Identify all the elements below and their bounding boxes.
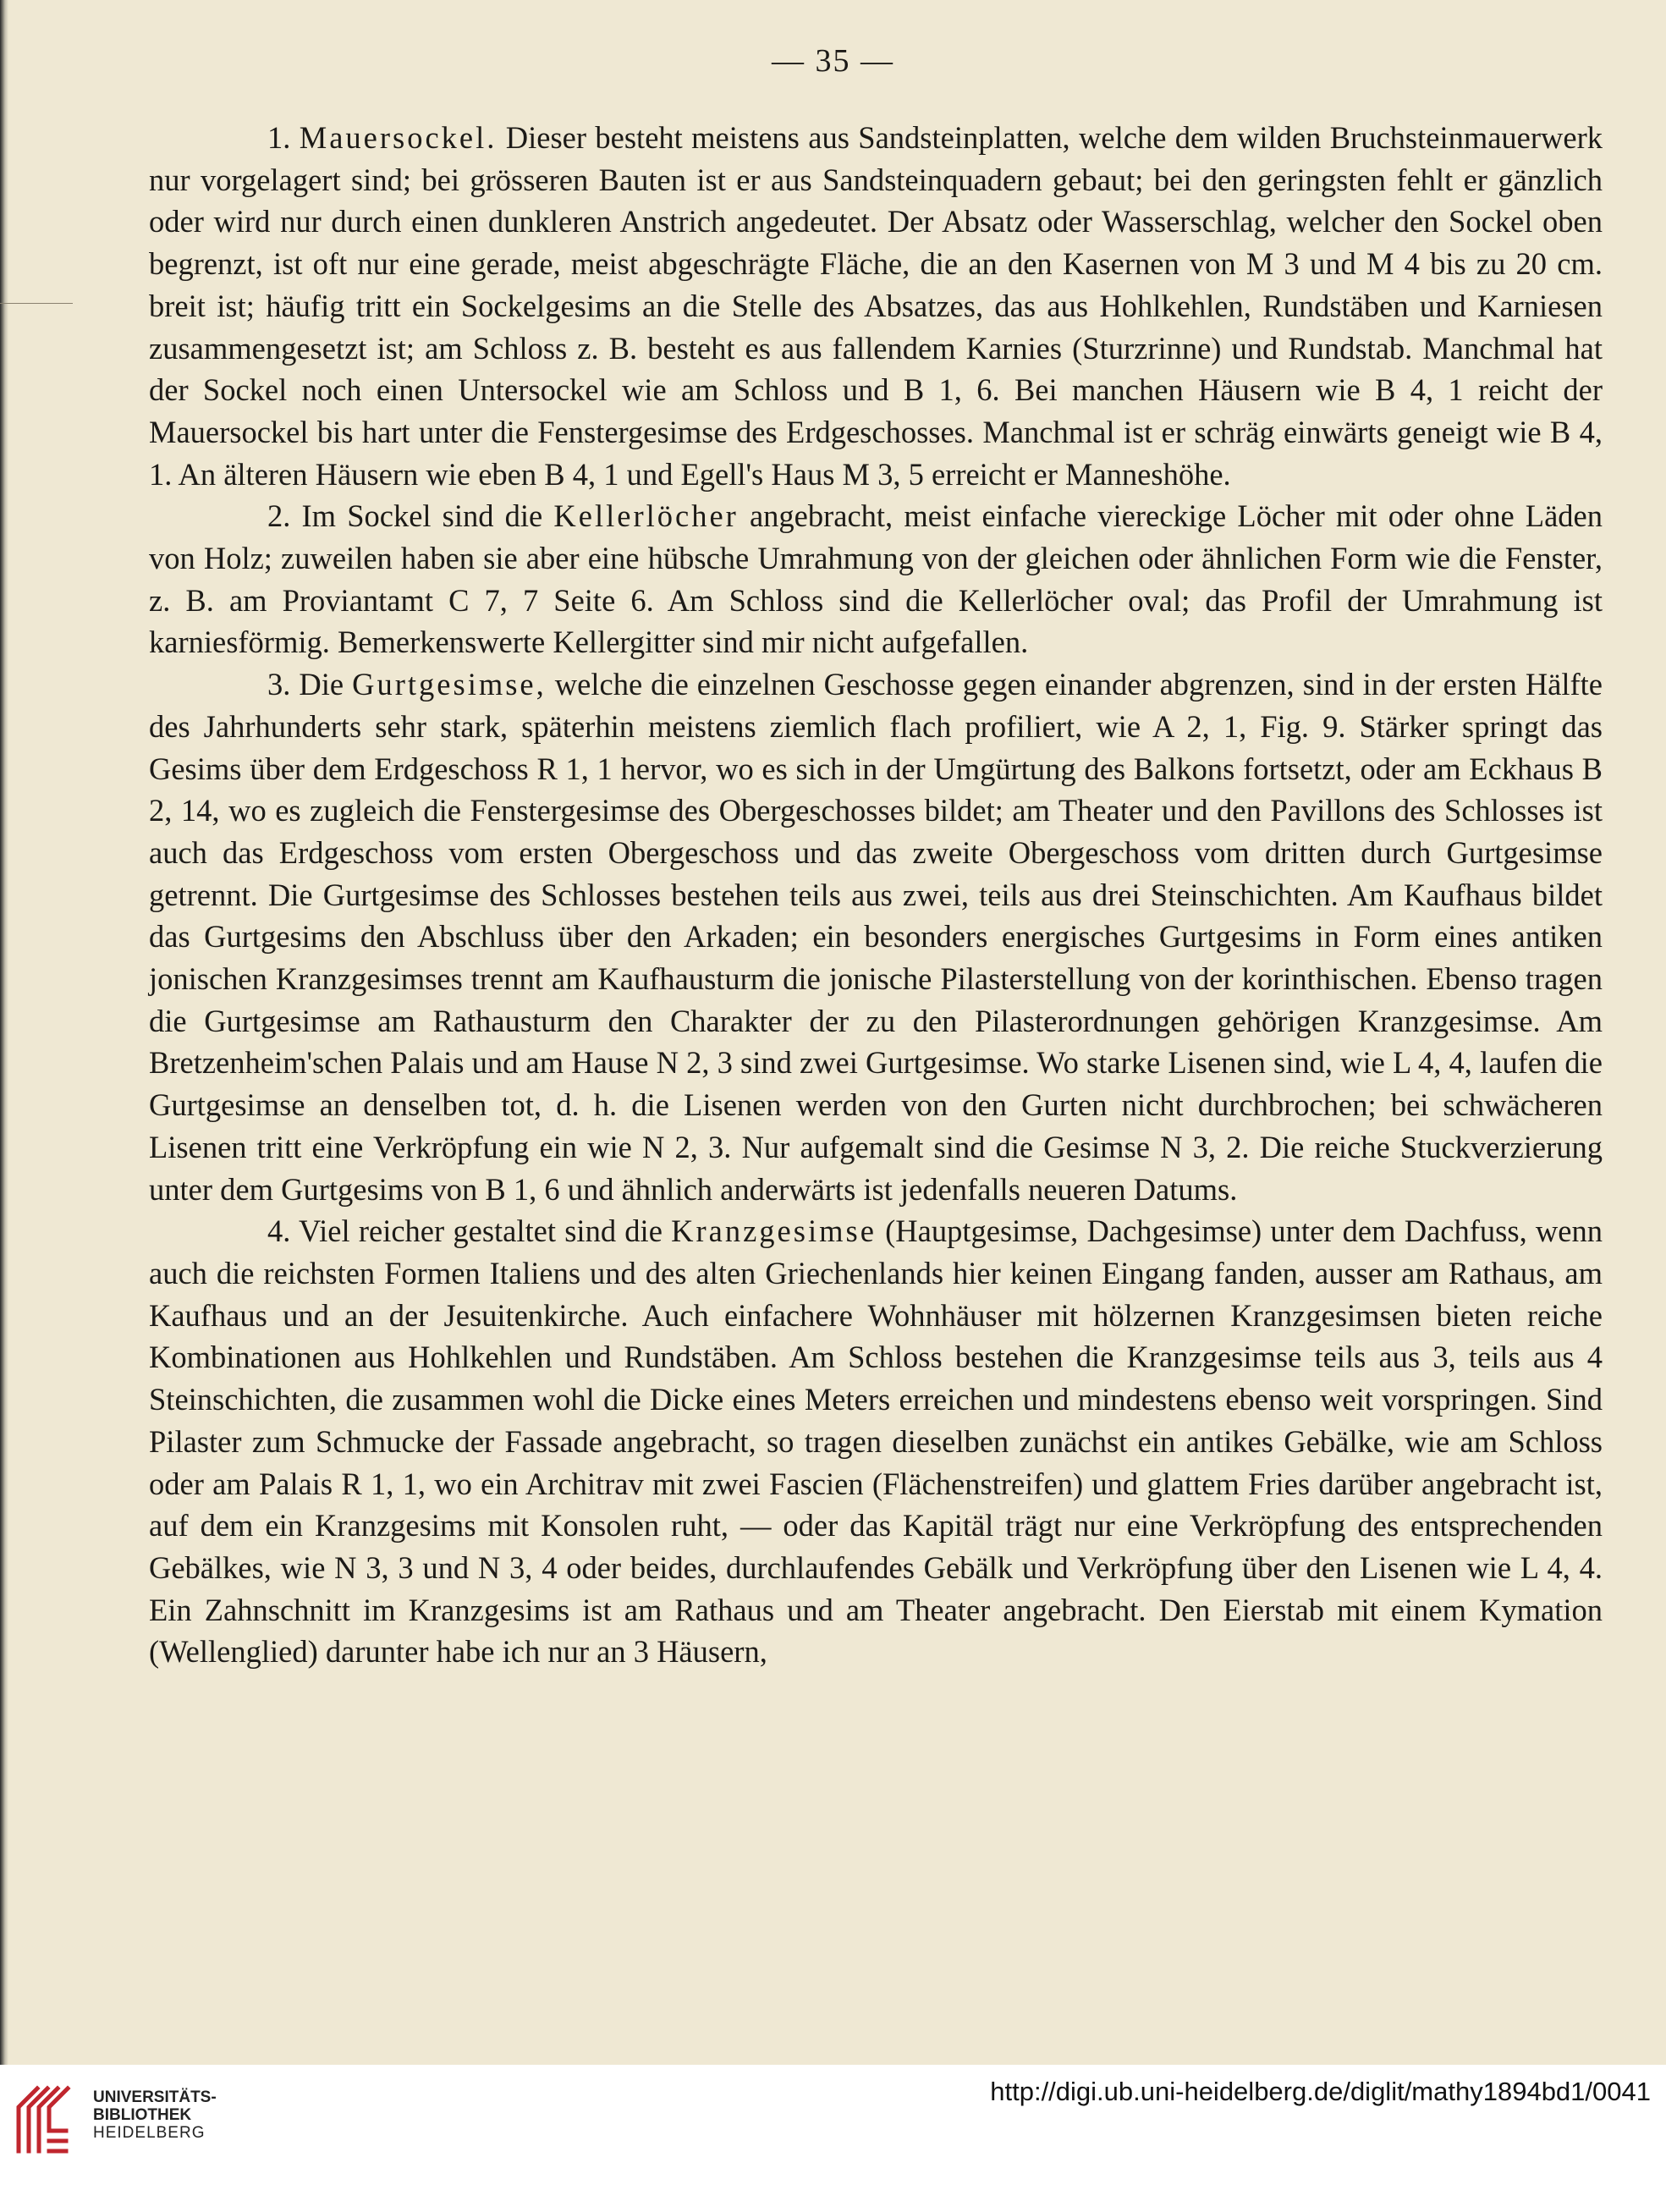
paragraph-number: 4.	[267, 1213, 291, 1249]
library-name	[93, 2088, 217, 2142]
paragraph-text: welche die einzelnen Geschosse gegen einander abgrenzen, sind in der ersten Hälfte des Jahrhunderts sehr stark, späterhin meistens ziemlich flach profiliert, wie A 2, 1, Fig. 9. Stärker springt das Gesims über dem Erdgeschoss R 1, 1 hervor, wo es sich in der Umgürtung des Balkons fortsetzt, oder am Eckhaus B 2, 14, wo es zugleich die Fenstergesimse des Obergeschosses bildet; am Theater und den Pavillons des Schlosses ist auch das Erdgeschoss vom ersten Obergeschoss und das zweite Obergeschoss vom dritten durch Gurtgesimse getrennt. Die Gurtgesimse des Schlosses bestehen teils aus zwei, teils aus drei Steinschichten. Am Kaufhaus bildet das Gurtgesims den Abschluss über den Arkaden; ein besonders energisches Gurtgesims in Form eines antiken jonischen Kranzgesimses trennt am Kaufhausturm die jonische Pilasterstellung von der korinthischen. Ebenso tragen die Gurtgesimse am Rathausturm den Charakter der zu den Pilasterordnungen gehörigen Kranzgesimse. Am Bretzenheim'schen Palais und am Hause N 2, 3 sind zwei Gurtgesimse. Wo starke Lisenen sind, wie L 4, 4, laufen die Gurtgesimse an denselben tot, d. h. die Lisenen werden von den Gurten nicht durchbrochen; bei schwächeren Lisenen tritt eine Verkröpfung ein wie N 2, 3. Nur aufgemalt sind die Gesimse N 3, 2. Die reiche Stuckverzierung unter dem Gurtgesims von B 1, 6 und ähnlich anderwärts ist jedenfalls neueren Datums.	[149, 667, 1603, 1207]
paragraph-number: 1.	[267, 120, 291, 155]
library-name-line3: HEIDELBERG	[93, 2124, 206, 2142]
footer-bar	[0, 2065, 1666, 2212]
source-url-link[interactable]: http://digi.ub.uni-heidelberg.de/diglit/mathy1894bd1/0041	[990, 2077, 1651, 2106]
section-term: Gurtgesimse,	[352, 667, 547, 702]
section-term: Mauersockel.	[299, 120, 498, 155]
library-name-line1: UNIVERSITÄTS-	[93, 2088, 217, 2106]
page-number: — 35 —	[772, 43, 894, 79]
text-body	[149, 117, 1603, 1673]
university-library-logo-icon	[12, 2083, 78, 2158]
paragraph-lead: Im Sockel sind die	[301, 498, 543, 534]
section-term: Kranzgesimse	[671, 1213, 877, 1249]
paragraph-kellerloecher	[149, 495, 1603, 663]
section-term: Kellerlöcher	[553, 498, 739, 534]
paragraph-text: Dieser besteht meistens aus Sandsteinplatten, welche dem wilden Bruchsteinmauerwerk nur vorgelagert sind; bei grösseren Bauten ist er aus Sandsteinquadern gebaut; bei den geringsten fehlt er gänzlich oder wird nur durch einen dunkleren Anstrich angedeutet. Der Absatz oder Wasserschlag, welcher den Sockel oben begrenzt, ist oft nur eine gerade, meist abgeschrägte Fläche, die an den Kasernen von M 3 und M 4 bis zu 20 cm. breit ist; häufig tritt ein Sockelgesims an die Stelle des Absatzes, das aus Hohlkehlen, Rundstäben und Karniesen zusammengesetzt ist; am Schloss z. B. besteht es aus fallendem Karnies (Sturzrinne) und Rundstab. Manchmal hat der Sockel noch einen Untersockel wie am Schloss und B 1, 6. Bei manchen Häusern wie B 4, 1 reicht der Mauersockel bis hart unter die Fenstergesimse des Erdgeschosses. Manchmal ist er schräg einwärts geneigt wie B 4, 1. An älteren Häusern wie eben B 4, 1 und Egell's Haus M 3, 5 erreicht er Manneshöhe.	[149, 120, 1603, 492]
paragraph-number: 2.	[267, 498, 291, 534]
paragraph-lead: Die	[299, 667, 344, 702]
paragraph-text: (Hauptgesimse, Dachgesimse) unter dem Dachfuss, wenn auch die reichsten Formen Italiens und des alten Griechenlands hier keinen Eingang fanden, ausser am Rathaus, am Kaufhaus und an der Jesuitenkirche. Auch einfachere Wohnhäuser mit hölzernen Kranzgesimsen bieten reiche Kombinationen aus Hohlkehlen und Rundstäben. Am Schloss bestehen die Kranzgesimse teils aus 3, teils aus 4 Steinschichten, die zusammen wohl die Dicke eines Meters erreichen und mindestens ebenso weit vorspringen. Sind Pilaster zum Schmucke der Fassade angebracht, so tragen dieselben zunächst ein antikes Gebälke, wie am Schloss oder am Palais R 1, 1, wo ein Architrav mit zwei Fascien (Flächenstreifen) und glattem Fries darüber angebracht ist, auf dem ein Kranzgesims mit Konsolen ruht, — oder das Kapitäl trägt nur eine Verkröpfung des entsprechenden Gebälkes, wie N 3, 3 und N 3, 4 oder beides, durchlaufendes Gebälk und Verkröpfung über den Lisenen wie L 4, 4. Ein Zahnschnitt im Kranzgesims ist am Rathaus und am Theater angebracht. Den Eierstab mit einem Kymation (Wellenglied) darunter habe ich nur an 3 Häusern,	[149, 1213, 1603, 1670]
paragraph-text: angebracht, meist einfache viereckige Löcher mit oder ohne Läden von Holz; zuweilen haben sie aber eine hübsche Umrahmung von der gleichen oder ähnlichen Form wie die Fenster, z. B. am Proviantamt C 7, 7 Seite 6. Am Schloss sind die Kellerlöcher oval; das Profil der Umrahmung ist karniesförmig. Bemerkenswerte Kellergitter sind mir nicht aufgefallen.	[149, 498, 1603, 660]
paragraph-lead: Viel reicher gestaltet sind die	[298, 1213, 663, 1249]
library-name-line2: BIBLIOTHEK	[93, 2106, 192, 2124]
paragraph-number: 3.	[267, 667, 291, 702]
binding-shadow	[0, 0, 8, 2065]
paragraph-gurtgesimse	[149, 663, 1603, 1210]
paragraph-mauersockel	[149, 117, 1603, 495]
paragraph-kranzgesimse	[149, 1210, 1603, 1673]
page-edge-mark	[0, 303, 73, 304]
